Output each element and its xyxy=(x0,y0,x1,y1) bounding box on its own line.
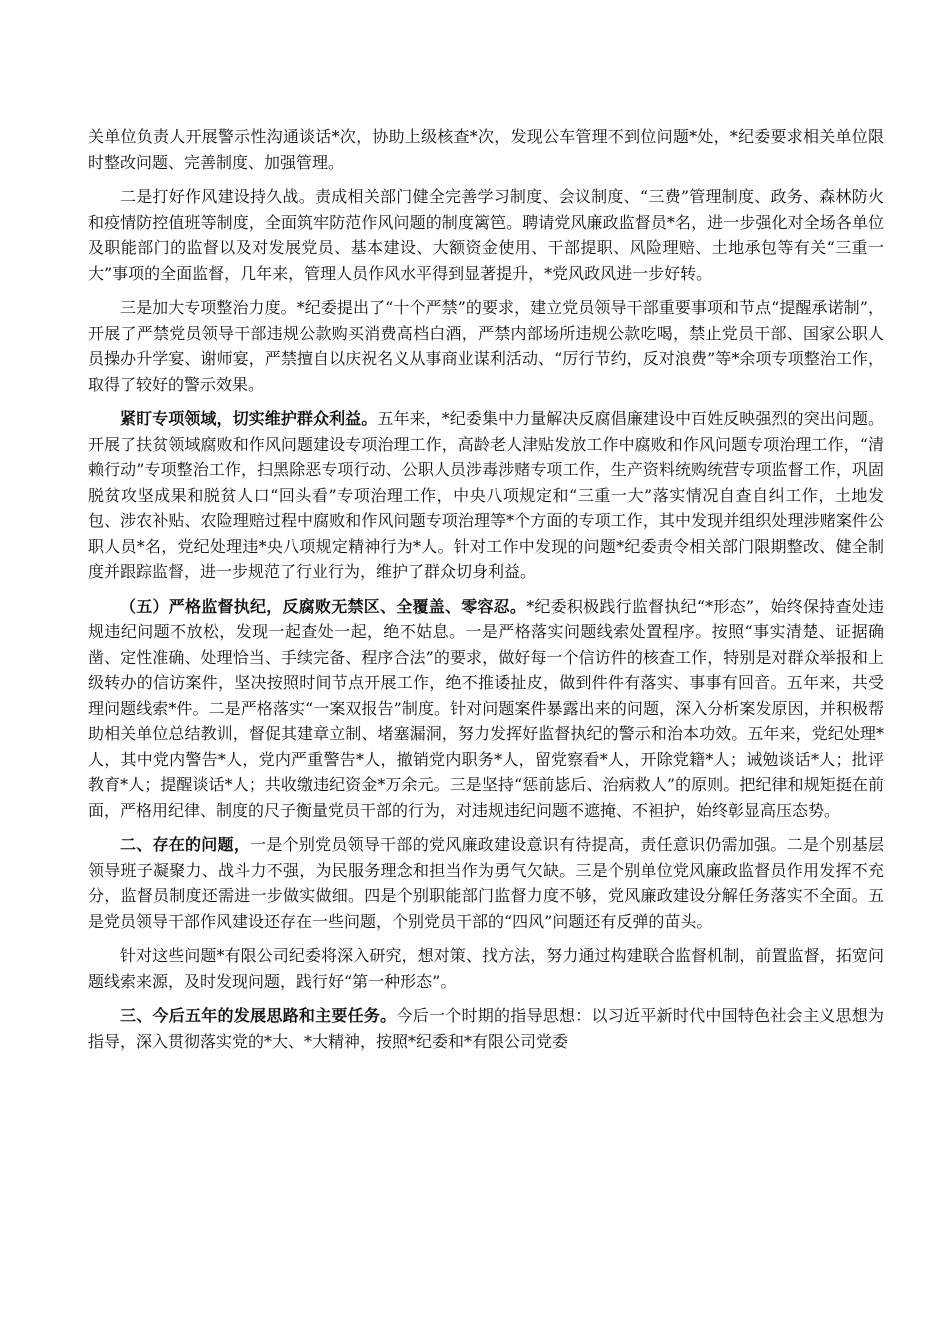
paragraph-6-heading: 二、存在的问题， xyxy=(120,835,251,854)
paragraph-1 xyxy=(88,124,884,175)
paragraph-5-text: *纪委积极践行监督执纪“*形态”，始终保持查处违规违纪问题不放松，发现一起查处一起，绝不姑息。一是严格落实问题线索处置程序。按照“事实清楚、证据确凿、定性准确、处理恰当、手续完备、程序合法”的要求，做好每一个信访件的核查工作，特别是对群众举报和上级转办的信访案件，坚决按照时间节点开展工作，绝不推诿扯皮，做到件件有落实、事事有回音。五年来，共受理问题线索*件。二是严格落实“一案双报告”制度。针对问题案件暴露出来的问题，深入分析案发原因，并积极帮助相关单位总结教训，督促其建章立制、堵塞漏洞，努力发挥好监督执纪的警示和治本功效。五年来，党纪处理*人，其中党内警告*人，党内严重警告*人，撤销党内职务*人，留党察看*人，开除党籍*人；诫勉谈话*人；批评教育*人；提醒谈话*人；共收缴违纪资金*万余元。三是坚持“惩前毖后、治病救人”的原则。把纪律和规矩挺在前面，严格用纪律、制度的尺子衡量党员干部的行为，对违规违纪问题不遮掩、不袒护，始终彰显高压态势。 xyxy=(88,596,884,820)
paragraph-5-heading: （五）严格监督执纪，反腐败无禁区、全覆盖、零容忍。 xyxy=(120,596,527,616)
paragraph-4-text: 五年来，*纪委集中力量解决反腐倡廉建设中百姓反映强烈的突出问题。开展了扶贫领域腐败和作风问题建设专项治理工作，高龄老人津贴发放工作中腐败和作风问题专项治理工作，“清赖行动”专项整治工作，扫黑除恶专项行动、公职人员涉毒涉赌专项工作，生产资料统购统营专项监督工作，巩固脱贫攻坚成果和脱贫人口“回头看”专项治理工作，中央八项规定和“三重一大”落实情况自查自纠工作，土地发包、涉农补贴、农险理赔过程中腐败和作风问题专项治理等*个方面的专项工作，其中发现并组织处理涉赌案件公职人员*名，党纪处理违*央八项规定精神行为*人。针对工作中发现的问题*纪委责令相关部门限期整改、健全制度并跟踪监督，进一步规范了行业行为，维护了群众切身利益。 xyxy=(88,409,884,581)
paragraph-6 xyxy=(88,832,884,934)
paragraph-6-text: 一是个别党员领导干部的党风廉政建设意识有待提高，责任意识仍需加强。二是个别基层领导班子凝聚力、战斗力不强，为民服务理念和担当作为勇气欠缺。三是个别单位党风廉政监督员作用发挥不充分，监督员制度还需进一步做实做细。四是个别职能部门监督力度不够，党风廉政建设分解任务落实不全面。五是党员领导干部作风建设还存在一些问题，个别党员干部的“四风”问题还有反弹的苗头。 xyxy=(88,835,884,931)
paragraph-7 xyxy=(88,943,884,994)
paragraph-4-heading: 紧盯专项领域，切实维护群众利益。 xyxy=(120,409,378,428)
paragraph-3 xyxy=(88,295,884,397)
paragraph-8 xyxy=(88,1003,884,1054)
paragraph-2 xyxy=(88,184,884,286)
paragraph-3-text: 三是加大专项整治力度。*纪委提出了“十个严禁”的要求，建立党员领导干部重要事项和节点“提醒承诺制”，开展了严禁党员领导干部违规公款购买消费高档白酒，严禁内部场所违规公款吃喝，禁止党员干部、国家公职人员操办升学宴、谢师宴，严禁擅自以庆祝名义从事商业谋利活动、“厉行节约，反对浪费”等*余项专项整治工作，取得了较好的警示效果。 xyxy=(88,298,884,394)
paragraph-8-text: 今后一个时期的指导思想：以习近平新时代中国特色社会主义思想为指导，深入贯彻落实党的*大、*大精神，按照*纪委和*有限公司党委 xyxy=(88,1006,884,1051)
paragraph-1-text: 关单位负责人开展警示性沟通谈话*次，协助上级核查*次，发现公车管理不到位问题*处，*纪委要求相关单位限时整改问题、完善制度、加强管理。 xyxy=(88,127,884,172)
paragraph-4 xyxy=(88,406,884,585)
paragraph-8-heading: 三、今后五年的发展思路和主要任务。 xyxy=(120,1006,397,1025)
paragraph-5 xyxy=(88,594,884,824)
document-body xyxy=(88,124,884,1054)
paragraph-2-text: 二是打好作风建设持久战。责成相关部门健全完善学习制度、会议制度、“三费”管理制度、政务、森林防火和疫情防控值班等制度，全面筑牢防范作风问题的制度篱笆。聘请党风廉政监督员*名，进一步强化对全场各单位及职能部门的监督以及对发展党员、基本建设、大额资金使用、干部提职、风险理赔、土地承包等有关“三重一大”事项的全面监督，几年来，管理人员作风水平得到显著提升，*党风政风进一步好转。 xyxy=(88,187,884,283)
paragraph-7-text: 针对这些问题*有限公司纪委将深入研究，想对策、找方法，努力通过构建联合监督机制，前置监督，拓宽问题线索来源，及时发现问题，践行好“第一种形态”。 xyxy=(88,946,884,991)
